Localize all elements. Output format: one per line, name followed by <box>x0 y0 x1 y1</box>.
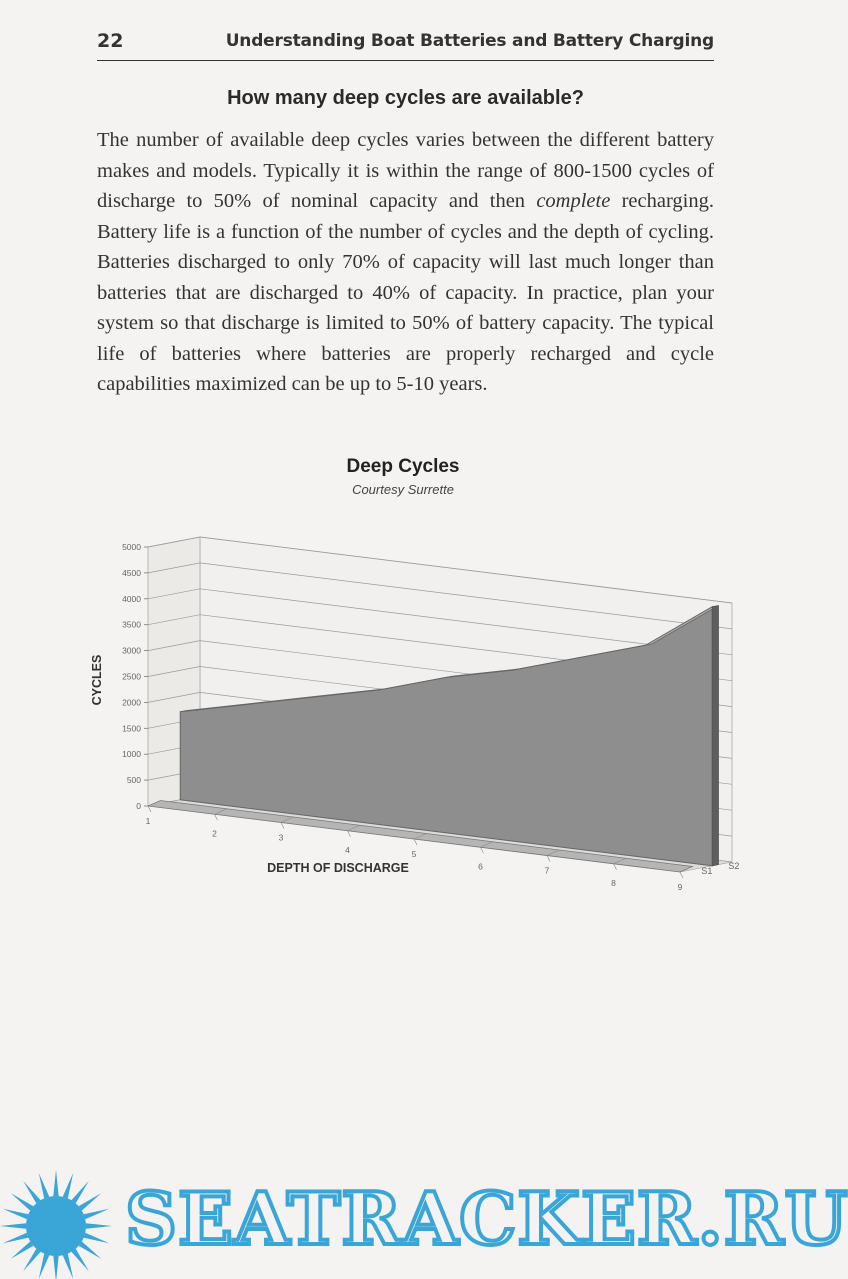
x-tick <box>680 872 683 878</box>
running-header <box>97 28 714 61</box>
y-tick-label: 2000 <box>122 697 141 708</box>
y-tick-label: 500 <box>126 775 141 786</box>
x-tick <box>547 856 550 862</box>
paragraph-text: The number of available deep cycles varies between the different battery makes and models. Typically it is within the range of 800-1500 cycles of discharge to 50% of nominal capacity and then <box>97 129 714 212</box>
y-tick-label: 5000 <box>122 542 141 552</box>
y-tick-label: 3500 <box>122 619 141 630</box>
series-label: S2 <box>728 861 740 871</box>
figure-credit: Courtesy Surrette <box>352 482 454 497</box>
series-s2-end-face <box>712 606 718 866</box>
sun-ray <box>84 1233 110 1244</box>
watermark-text: SEATRACKER.RU <box>125 1176 848 1261</box>
section-heading: How many deep cycles are available? <box>227 87 584 109</box>
sun-ray <box>71 1249 89 1272</box>
x-tick-label: 8 <box>611 877 616 888</box>
sun-ray <box>11 1241 34 1259</box>
sun-ray <box>53 1256 58 1279</box>
y-tick-label: 1500 <box>122 723 141 734</box>
figure-title: Deep Cycles <box>346 456 460 477</box>
x-tick <box>215 814 218 820</box>
emphasis-text: complete <box>536 190 611 212</box>
series-label: S1 <box>701 866 713 877</box>
sun-ray <box>23 1181 40 1204</box>
sun-ray <box>71 1181 89 1204</box>
sun-ray <box>23 1249 40 1272</box>
x-tick <box>348 831 351 837</box>
x-tick-label: 9 <box>677 882 683 892</box>
x-tick <box>614 864 617 870</box>
y-axis-title: CYCLES <box>90 654 104 706</box>
sun-ray <box>53 1170 58 1196</box>
x-tick-label: 7 <box>544 865 550 876</box>
y-tick-label: 4000 <box>122 593 141 604</box>
paragraph-text-continued: recharging. Battery life is a function of the number of cycles and the depth of cycling. Batteries discharged to only 70% of capacity will last much longer than batteries that are discharged to 40% of capacity. In practice, plan your system so that discharge is limited to 50% of battery capacity. The typical life of batteries where batteries are properly recharged and cycle capabilities maximized can be up to 5-10 years. <box>97 190 715 395</box>
x-tick-label: 2 <box>212 828 217 839</box>
y-tick-label: 1000 <box>122 749 141 760</box>
sun-ray <box>79 1241 102 1259</box>
x-tick <box>481 847 484 853</box>
sun-ray <box>79 1193 102 1211</box>
sun-ray <box>63 1173 74 1199</box>
x-tick-label: 5 <box>411 849 417 859</box>
sun-ray <box>11 1193 34 1211</box>
y-tick-label: 4500 <box>122 567 141 578</box>
sun-ray <box>39 1254 50 1279</box>
x-tick-label: 3 <box>278 832 284 843</box>
sun-ray <box>86 1223 112 1228</box>
y-tick-label: 0 <box>136 801 141 811</box>
sun-icon <box>0 1170 112 1279</box>
deep-cycles-chart <box>80 520 740 900</box>
x-tick <box>281 823 284 829</box>
x-tick <box>148 806 151 812</box>
sun-ray <box>63 1254 74 1279</box>
sun-ray <box>84 1209 110 1220</box>
sun-ray <box>39 1173 50 1199</box>
x-tick-label: 6 <box>478 861 483 872</box>
y-tick-label: 3000 <box>122 645 141 656</box>
sun-ray <box>3 1209 29 1220</box>
sun-ray <box>0 1223 26 1228</box>
body-paragraph <box>97 125 714 400</box>
x-tick-label: 1 <box>145 816 151 826</box>
sun-ray <box>3 1233 29 1244</box>
y-tick-label: 2500 <box>122 671 141 682</box>
x-tick-label: 4 <box>345 844 350 855</box>
x-axis-title: DEPTH OF DISCHARGE <box>267 861 409 875</box>
page-number: 22 <box>97 30 124 52</box>
x-tick <box>414 839 417 845</box>
running-title: Understanding Boat Batteries and Battery Charging <box>225 31 714 51</box>
